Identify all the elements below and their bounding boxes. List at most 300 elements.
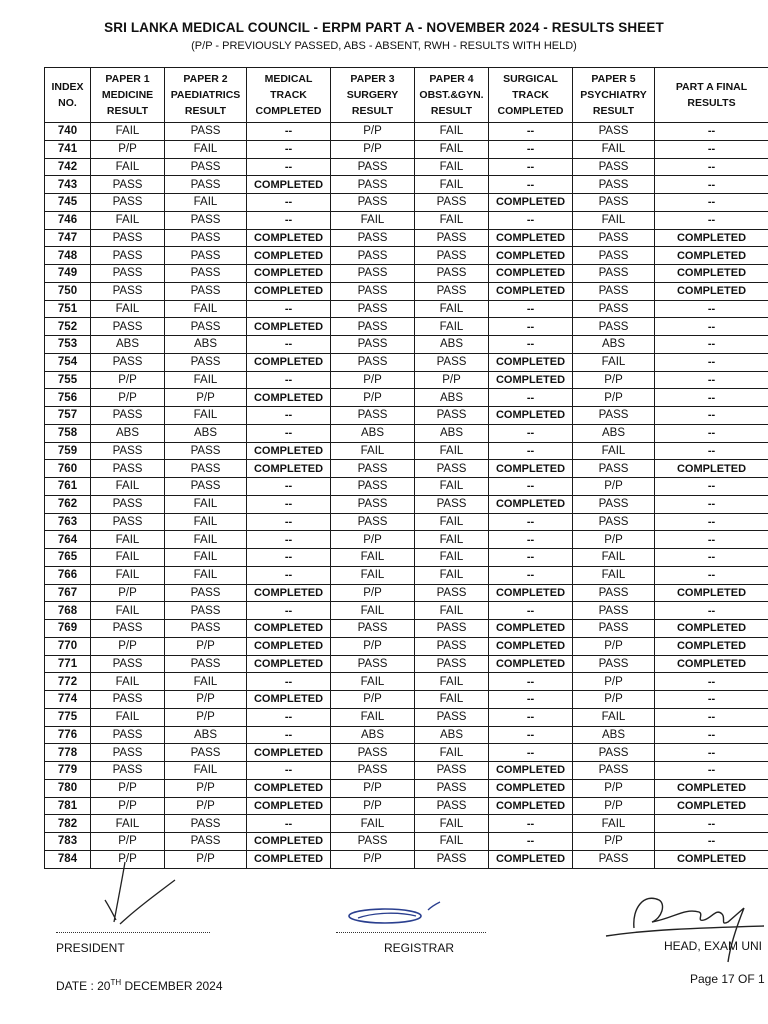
result-cell: FAIL bbox=[415, 211, 489, 229]
result-cell: PASS bbox=[91, 229, 165, 247]
result-cell: PASS bbox=[165, 318, 247, 336]
result-cell: ABS bbox=[91, 336, 165, 354]
result-cell: -- bbox=[655, 371, 768, 389]
result-cell: PASS bbox=[165, 460, 247, 478]
index-cell: 747 bbox=[45, 229, 91, 247]
result-cell: PASS bbox=[331, 762, 415, 780]
result-cell: -- bbox=[655, 318, 768, 336]
index-cell: 758 bbox=[45, 424, 91, 442]
result-cell: FAIL bbox=[91, 602, 165, 620]
result-cell: COMPLETED bbox=[489, 371, 573, 389]
table-row bbox=[45, 726, 768, 744]
result-cell: P/P bbox=[573, 797, 655, 815]
result-cell: -- bbox=[247, 531, 331, 549]
table-row bbox=[45, 123, 768, 141]
result-cell: P/P bbox=[331, 531, 415, 549]
result-cell: COMPLETED bbox=[247, 229, 331, 247]
result-cell: -- bbox=[489, 815, 573, 833]
result-cell: PASS bbox=[573, 513, 655, 531]
result-cell: PASS bbox=[165, 655, 247, 673]
result-cell: PASS bbox=[415, 762, 489, 780]
index-cell: 775 bbox=[45, 708, 91, 726]
result-cell: PASS bbox=[573, 229, 655, 247]
result-cell: FAIL bbox=[91, 708, 165, 726]
result-cell: P/P bbox=[331, 797, 415, 815]
index-cell: 757 bbox=[45, 407, 91, 425]
result-cell: P/P bbox=[573, 691, 655, 709]
result-cell: FAIL bbox=[165, 407, 247, 425]
result-cell: -- bbox=[489, 158, 573, 176]
result-cell: PASS bbox=[415, 779, 489, 797]
result-cell: PASS bbox=[91, 655, 165, 673]
result-cell: PASS bbox=[573, 762, 655, 780]
result-cell: P/P bbox=[165, 708, 247, 726]
head-exam-unit-label: HEAD, EXAM UNI bbox=[664, 939, 763, 953]
result-cell: COMPLETED bbox=[655, 282, 768, 300]
result-cell: FAIL bbox=[331, 673, 415, 691]
result-cell: -- bbox=[655, 708, 768, 726]
results-table bbox=[44, 67, 768, 869]
result-cell: -- bbox=[489, 336, 573, 354]
table-row bbox=[45, 265, 768, 283]
result-cell: PASS bbox=[331, 229, 415, 247]
index-cell: 772 bbox=[45, 673, 91, 691]
table-header-row bbox=[45, 68, 768, 123]
registrar-signature bbox=[340, 898, 460, 928]
result-cell: -- bbox=[247, 336, 331, 354]
table-row bbox=[45, 211, 768, 229]
result-cell: -- bbox=[247, 726, 331, 744]
result-cell: FAIL bbox=[165, 495, 247, 513]
result-cell: PASS bbox=[91, 265, 165, 283]
index-cell: 769 bbox=[45, 620, 91, 638]
result-cell: COMPLETED bbox=[655, 584, 768, 602]
result-cell: FAIL bbox=[165, 531, 247, 549]
result-cell: ABS bbox=[573, 726, 655, 744]
index-cell: 742 bbox=[45, 158, 91, 176]
result-cell: -- bbox=[489, 176, 573, 194]
result-cell: COMPLETED bbox=[489, 495, 573, 513]
result-cell: COMPLETED bbox=[489, 655, 573, 673]
column-header: PAPER 1 MEDICINE RESULT bbox=[91, 68, 165, 123]
index-cell: 771 bbox=[45, 655, 91, 673]
result-cell: PASS bbox=[91, 194, 165, 212]
result-cell: PASS bbox=[331, 300, 415, 318]
result-cell: -- bbox=[247, 762, 331, 780]
result-cell: P/P bbox=[331, 584, 415, 602]
column-header: PAPER 2 PAEDIATRICS RESULT bbox=[165, 68, 247, 123]
result-cell: PASS bbox=[331, 282, 415, 300]
result-cell: PASS bbox=[331, 336, 415, 354]
result-cell: -- bbox=[247, 549, 331, 567]
result-cell: PASS bbox=[165, 176, 247, 194]
result-cell: COMPLETED bbox=[247, 655, 331, 673]
column-header: SURGICAL TRACK COMPLETED bbox=[489, 68, 573, 123]
result-cell: -- bbox=[655, 762, 768, 780]
registrar-label: REGISTRAR bbox=[384, 941, 455, 955]
result-cell: PASS bbox=[573, 602, 655, 620]
result-cell: PASS bbox=[415, 637, 489, 655]
index-cell: 776 bbox=[45, 726, 91, 744]
result-cell: -- bbox=[655, 176, 768, 194]
result-cell: -- bbox=[489, 513, 573, 531]
result-cell: FAIL bbox=[165, 673, 247, 691]
table-row bbox=[45, 424, 768, 442]
table-row bbox=[45, 584, 768, 602]
result-cell: PASS bbox=[91, 442, 165, 460]
table-body bbox=[45, 123, 768, 869]
result-cell: PASS bbox=[91, 282, 165, 300]
index-cell: 760 bbox=[45, 460, 91, 478]
index-cell: 740 bbox=[45, 123, 91, 141]
result-cell: P/P bbox=[91, 584, 165, 602]
result-cell: PASS bbox=[415, 655, 489, 673]
table-row bbox=[45, 708, 768, 726]
result-cell: P/P bbox=[331, 389, 415, 407]
result-cell: COMPLETED bbox=[247, 637, 331, 655]
result-cell: -- bbox=[655, 566, 768, 584]
result-cell: FAIL bbox=[573, 353, 655, 371]
result-cell: PASS bbox=[165, 478, 247, 496]
result-cell: FAIL bbox=[331, 566, 415, 584]
result-cell: FAIL bbox=[91, 566, 165, 584]
result-cell: FAIL bbox=[165, 566, 247, 584]
result-cell: PASS bbox=[573, 194, 655, 212]
result-cell: FAIL bbox=[415, 158, 489, 176]
result-cell: -- bbox=[247, 211, 331, 229]
result-cell: COMPLETED bbox=[489, 229, 573, 247]
table-row bbox=[45, 779, 768, 797]
result-cell: ABS bbox=[573, 336, 655, 354]
result-cell: FAIL bbox=[415, 602, 489, 620]
index-cell: 753 bbox=[45, 336, 91, 354]
index-cell: 781 bbox=[45, 797, 91, 815]
result-cell: PASS bbox=[91, 495, 165, 513]
index-cell: 746 bbox=[45, 211, 91, 229]
result-cell: -- bbox=[489, 442, 573, 460]
result-cell: FAIL bbox=[91, 549, 165, 567]
result-cell: COMPLETED bbox=[489, 282, 573, 300]
result-cell: FAIL bbox=[331, 815, 415, 833]
document-title: SRI LANKA MEDICAL COUNCIL - ERPM PART A - NOVEMBER 2024 - RESULTS SHEET bbox=[104, 20, 664, 35]
index-cell: 743 bbox=[45, 176, 91, 194]
index-cell: 780 bbox=[45, 779, 91, 797]
index-cell: 783 bbox=[45, 833, 91, 851]
result-cell: -- bbox=[655, 424, 768, 442]
column-header: MEDICAL TRACK COMPLETED bbox=[247, 68, 331, 123]
result-cell: FAIL bbox=[165, 140, 247, 158]
result-cell: COMPLETED bbox=[489, 637, 573, 655]
result-cell: -- bbox=[489, 708, 573, 726]
table-row bbox=[45, 815, 768, 833]
result-cell: PASS bbox=[165, 620, 247, 638]
result-cell: -- bbox=[247, 140, 331, 158]
result-cell: P/P bbox=[165, 637, 247, 655]
result-cell: -- bbox=[655, 833, 768, 851]
table-row bbox=[45, 389, 768, 407]
result-cell: FAIL bbox=[573, 549, 655, 567]
result-cell: PASS bbox=[573, 495, 655, 513]
result-cell: PASS bbox=[331, 407, 415, 425]
result-cell: ABS bbox=[331, 726, 415, 744]
result-cell: -- bbox=[489, 549, 573, 567]
result-cell: -- bbox=[489, 566, 573, 584]
result-cell: COMPLETED bbox=[247, 318, 331, 336]
result-cell: PASS bbox=[165, 247, 247, 265]
president-signature bbox=[100, 860, 190, 930]
result-cell: COMPLETED bbox=[247, 353, 331, 371]
result-cell: -- bbox=[247, 478, 331, 496]
column-header: PAPER 5 PSYCHIATRY RESULT bbox=[573, 68, 655, 123]
index-cell: 784 bbox=[45, 850, 91, 868]
result-cell: PASS bbox=[91, 247, 165, 265]
result-cell: ABS bbox=[91, 424, 165, 442]
result-cell: FAIL bbox=[91, 158, 165, 176]
result-cell: COMPLETED bbox=[247, 460, 331, 478]
result-cell: PASS bbox=[573, 744, 655, 762]
registrar-signature-line bbox=[336, 932, 486, 933]
result-cell: COMPLETED bbox=[655, 779, 768, 797]
result-cell: -- bbox=[655, 407, 768, 425]
index-cell: 759 bbox=[45, 442, 91, 460]
column-header: PAPER 4 OBST.&GYN. RESULT bbox=[415, 68, 489, 123]
result-cell: PASS bbox=[91, 744, 165, 762]
result-cell: COMPLETED bbox=[655, 655, 768, 673]
table-row bbox=[45, 495, 768, 513]
result-cell: PASS bbox=[331, 620, 415, 638]
result-cell: FAIL bbox=[415, 513, 489, 531]
table-row bbox=[45, 318, 768, 336]
result-cell: P/P bbox=[415, 371, 489, 389]
result-cell: -- bbox=[655, 602, 768, 620]
result-cell: PASS bbox=[331, 744, 415, 762]
result-cell: FAIL bbox=[331, 549, 415, 567]
result-cell: COMPLETED bbox=[247, 389, 331, 407]
result-cell: -- bbox=[489, 744, 573, 762]
table-row bbox=[45, 371, 768, 389]
table-row bbox=[45, 176, 768, 194]
index-cell: 748 bbox=[45, 247, 91, 265]
result-cell: FAIL bbox=[573, 708, 655, 726]
result-cell: -- bbox=[247, 602, 331, 620]
result-cell: PASS bbox=[165, 282, 247, 300]
result-cell: PASS bbox=[91, 726, 165, 744]
result-cell: PASS bbox=[415, 460, 489, 478]
table-row bbox=[45, 833, 768, 851]
result-cell: PASS bbox=[91, 513, 165, 531]
table-row bbox=[45, 460, 768, 478]
result-cell: ABS bbox=[165, 424, 247, 442]
index-cell: 767 bbox=[45, 584, 91, 602]
index-cell: 779 bbox=[45, 762, 91, 780]
table-row bbox=[45, 637, 768, 655]
index-cell: 774 bbox=[45, 691, 91, 709]
table-row bbox=[45, 602, 768, 620]
result-cell: -- bbox=[655, 300, 768, 318]
result-cell: P/P bbox=[573, 371, 655, 389]
table-row bbox=[45, 140, 768, 158]
index-cell: 741 bbox=[45, 140, 91, 158]
result-cell: FAIL bbox=[415, 123, 489, 141]
result-cell: FAIL bbox=[415, 566, 489, 584]
result-cell: PASS bbox=[165, 211, 247, 229]
result-cell: P/P bbox=[331, 691, 415, 709]
result-cell: PASS bbox=[165, 833, 247, 851]
result-cell: ABS bbox=[165, 336, 247, 354]
result-cell: -- bbox=[247, 158, 331, 176]
result-cell: COMPLETED bbox=[489, 850, 573, 868]
result-cell: PASS bbox=[331, 158, 415, 176]
result-cell: -- bbox=[489, 531, 573, 549]
table-row bbox=[45, 442, 768, 460]
result-cell: -- bbox=[247, 194, 331, 212]
result-cell: COMPLETED bbox=[489, 620, 573, 638]
result-cell: PASS bbox=[573, 460, 655, 478]
page-number: Page 17 OF 1 bbox=[690, 972, 765, 986]
result-cell: COMPLETED bbox=[489, 407, 573, 425]
document-date: DATE : 20TH DECEMBER 2024 bbox=[56, 978, 223, 993]
result-cell: PASS bbox=[573, 247, 655, 265]
result-cell: FAIL bbox=[573, 211, 655, 229]
result-cell: -- bbox=[655, 140, 768, 158]
result-cell: -- bbox=[489, 691, 573, 709]
result-cell: COMPLETED bbox=[247, 282, 331, 300]
result-cell: P/P bbox=[573, 478, 655, 496]
president-label: PRESIDENT bbox=[56, 941, 125, 955]
result-cell: PASS bbox=[91, 176, 165, 194]
table-row bbox=[45, 407, 768, 425]
result-cell: -- bbox=[489, 300, 573, 318]
result-cell: P/P bbox=[573, 779, 655, 797]
result-cell: -- bbox=[489, 726, 573, 744]
result-cell: PASS bbox=[165, 265, 247, 283]
result-cell: P/P bbox=[331, 850, 415, 868]
result-cell: COMPLETED bbox=[489, 247, 573, 265]
result-cell: -- bbox=[655, 673, 768, 691]
column-header: INDEX NO. bbox=[45, 68, 91, 123]
result-cell: ABS bbox=[415, 389, 489, 407]
result-cell: P/P bbox=[91, 389, 165, 407]
result-cell: P/P bbox=[331, 637, 415, 655]
result-cell: COMPLETED bbox=[247, 584, 331, 602]
result-cell: -- bbox=[247, 673, 331, 691]
result-cell: FAIL bbox=[573, 442, 655, 460]
table-row bbox=[45, 566, 768, 584]
table-row bbox=[45, 549, 768, 567]
result-cell: COMPLETED bbox=[489, 762, 573, 780]
column-header: PAPER 3 SURGERY RESULT bbox=[331, 68, 415, 123]
result-cell: PASS bbox=[331, 513, 415, 531]
result-cell: COMPLETED bbox=[489, 797, 573, 815]
result-cell: -- bbox=[489, 211, 573, 229]
result-cell: PASS bbox=[415, 194, 489, 212]
result-cell: -- bbox=[247, 708, 331, 726]
result-cell: -- bbox=[655, 442, 768, 460]
result-cell: ABS bbox=[573, 424, 655, 442]
result-cell: COMPLETED bbox=[489, 460, 573, 478]
result-cell: -- bbox=[655, 353, 768, 371]
result-cell: PASS bbox=[415, 797, 489, 815]
result-cell: FAIL bbox=[91, 123, 165, 141]
result-cell: PASS bbox=[91, 318, 165, 336]
result-cell: ABS bbox=[415, 726, 489, 744]
result-cell: FAIL bbox=[415, 531, 489, 549]
result-cell: -- bbox=[247, 424, 331, 442]
result-cell: PASS bbox=[573, 620, 655, 638]
result-cell: FAIL bbox=[91, 300, 165, 318]
result-cell: COMPLETED bbox=[247, 779, 331, 797]
result-cell: PASS bbox=[331, 353, 415, 371]
result-cell: PASS bbox=[165, 442, 247, 460]
result-cell: COMPLETED bbox=[489, 584, 573, 602]
index-cell: 770 bbox=[45, 637, 91, 655]
result-cell: PASS bbox=[91, 691, 165, 709]
result-cell: COMPLETED bbox=[655, 265, 768, 283]
result-cell: PASS bbox=[415, 850, 489, 868]
result-cell: PASS bbox=[573, 850, 655, 868]
result-cell: PASS bbox=[91, 407, 165, 425]
result-cell: -- bbox=[489, 478, 573, 496]
result-cell: FAIL bbox=[415, 478, 489, 496]
index-cell: 763 bbox=[45, 513, 91, 531]
result-cell: -- bbox=[247, 371, 331, 389]
result-cell: PASS bbox=[573, 318, 655, 336]
result-cell: PASS bbox=[165, 744, 247, 762]
table-row bbox=[45, 513, 768, 531]
result-cell: COMPLETED bbox=[247, 744, 331, 762]
result-cell: FAIL bbox=[415, 691, 489, 709]
result-cell: PASS bbox=[573, 158, 655, 176]
result-cell: P/P bbox=[165, 779, 247, 797]
result-cell: COMPLETED bbox=[489, 779, 573, 797]
result-cell: -- bbox=[655, 549, 768, 567]
result-cell: -- bbox=[655, 123, 768, 141]
result-cell: PASS bbox=[165, 815, 247, 833]
index-cell: 755 bbox=[45, 371, 91, 389]
result-cell: ABS bbox=[165, 726, 247, 744]
result-cell: P/P bbox=[331, 779, 415, 797]
index-cell: 778 bbox=[45, 744, 91, 762]
result-cell: PASS bbox=[165, 602, 247, 620]
result-cell: FAIL bbox=[415, 744, 489, 762]
result-cell: FAIL bbox=[415, 176, 489, 194]
result-cell: FAIL bbox=[331, 442, 415, 460]
result-cell: PASS bbox=[415, 620, 489, 638]
result-cell: PASS bbox=[573, 176, 655, 194]
result-cell: -- bbox=[489, 389, 573, 407]
result-cell: PASS bbox=[415, 708, 489, 726]
result-cell: -- bbox=[655, 194, 768, 212]
result-cell: FAIL bbox=[573, 140, 655, 158]
table-row bbox=[45, 655, 768, 673]
result-cell: COMPLETED bbox=[655, 247, 768, 265]
result-cell: -- bbox=[655, 389, 768, 407]
result-cell: FAIL bbox=[331, 602, 415, 620]
result-cell: COMPLETED bbox=[247, 620, 331, 638]
table-row bbox=[45, 247, 768, 265]
table-row bbox=[45, 620, 768, 638]
result-cell: P/P bbox=[91, 797, 165, 815]
result-cell: COMPLETED bbox=[247, 176, 331, 194]
result-cell: PASS bbox=[573, 123, 655, 141]
result-cell: FAIL bbox=[415, 833, 489, 851]
result-cell: -- bbox=[655, 513, 768, 531]
result-cell: P/P bbox=[331, 140, 415, 158]
result-cell: FAIL bbox=[165, 762, 247, 780]
result-cell: PASS bbox=[331, 655, 415, 673]
result-cell: COMPLETED bbox=[247, 442, 331, 460]
result-cell: FAIL bbox=[91, 478, 165, 496]
